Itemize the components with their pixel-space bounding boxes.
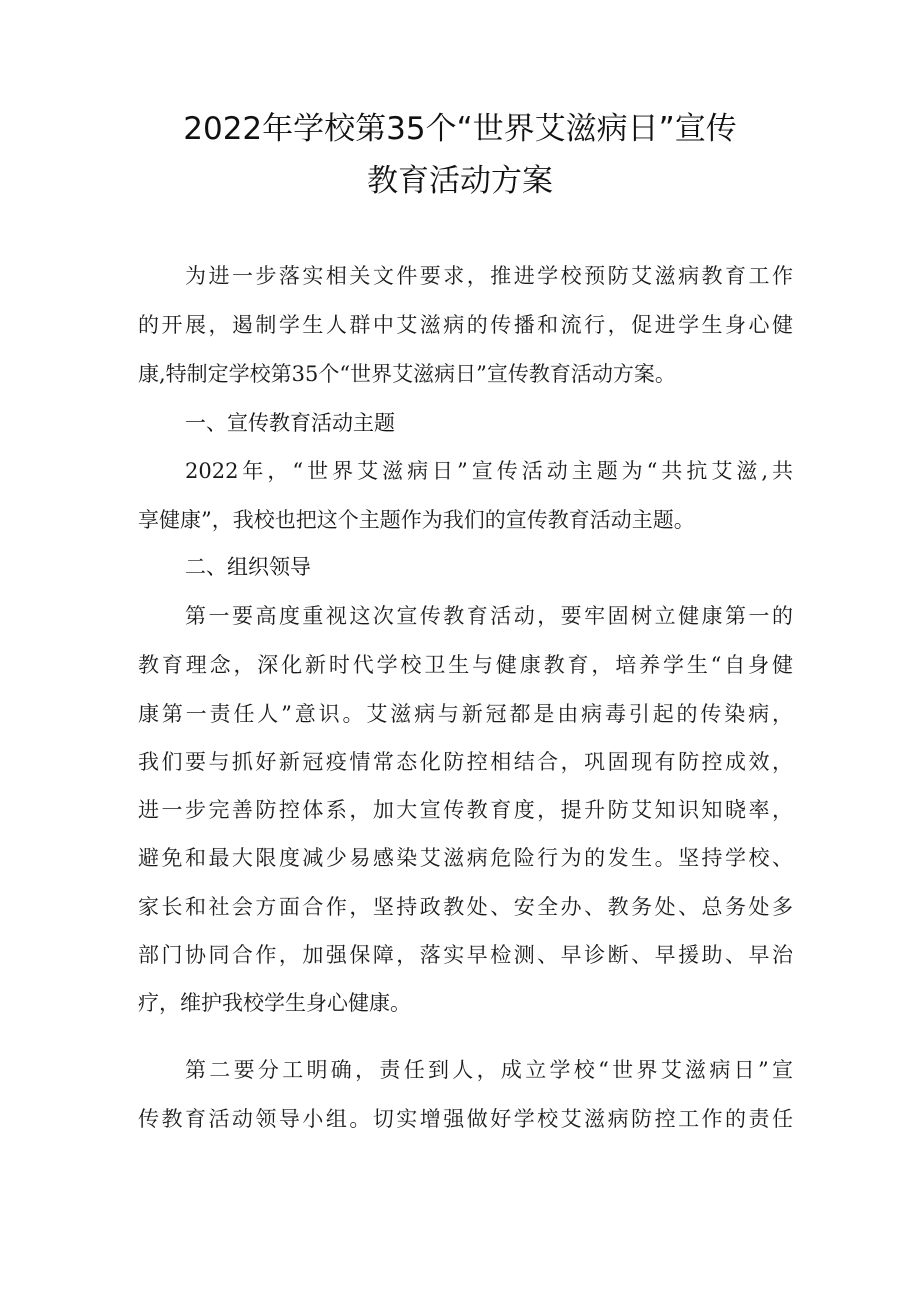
section-2-para-1-line-2: 教育理念，深化新时代学校卫生与健康教育，培养学生“自身健: [138, 653, 793, 677]
section-2-para-1-line-7: 家长和社会方面合作，坚持政教处、安全办、教务处、总务处多: [138, 895, 793, 919]
document-title-line-1: 2022年学校第35个“世界艾滋病日”宣传: [183, 111, 737, 147]
section-2-para-1-line-8: 部门协同合作，加强保障，落实早检测、早诊断、早援助、早治: [138, 943, 793, 967]
document-title-line-2: 教育活动方案: [367, 163, 553, 199]
intro-line-3: 康,特制定学校第35个“世界艾滋病日”宣传教育活动方案。: [138, 362, 676, 386]
section-2-para-1-line-4: 我们要与抓好新冠疫情常态化防控相结合，巩固现有防控成效，: [138, 750, 793, 774]
section-1-line-2: 享健康”，我校也把这个主题作为我们的宣传教育活动主题。: [138, 508, 695, 532]
intro-line-2: 的开展，遏制学生人群中艾滋病的传播和流行，促进学生身心健: [138, 313, 793, 337]
section-2-para-1-line-5: 进一步完善防控体系，加大宣传教育度，提升防艾知识知晓率，: [138, 798, 793, 822]
intro-line-1: 为进一步落实相关文件要求，推进学校预防艾滋病教育工作: [185, 264, 793, 288]
section-2-para-1-line-9: 疗，维护我校学生身心健康。: [138, 991, 411, 1015]
section-2-heading: 二、组织领导: [185, 555, 311, 579]
section-1-line-1: 2022年，“世界艾滋病日”宣传活动主题为“共抗艾滋,共: [185, 459, 793, 483]
section-2-para-1-line-6: 避免和最大限度减少易感染艾滋病危险行为的发生。坚持学校、: [138, 846, 793, 870]
section-1-heading: 一、宣传教育活动主题: [185, 411, 395, 435]
section-2-para-2-line-2: 传教育活动领导小组。切实增强做好学校艾滋病防控工作的责任: [138, 1107, 793, 1131]
section-2-para-1-line-3: 康第一责任人”意识。艾滋病与新冠都是由病毒引起的传染病，: [138, 702, 793, 726]
section-2-para-2-line-1: 第二要分工明确，责任到人，成立学校“世界艾滋病日”宣: [185, 1058, 793, 1082]
section-2-para-1-line-1: 第一要高度重视这次宣传教育活动，要牢固树立健康第一的: [185, 604, 793, 628]
